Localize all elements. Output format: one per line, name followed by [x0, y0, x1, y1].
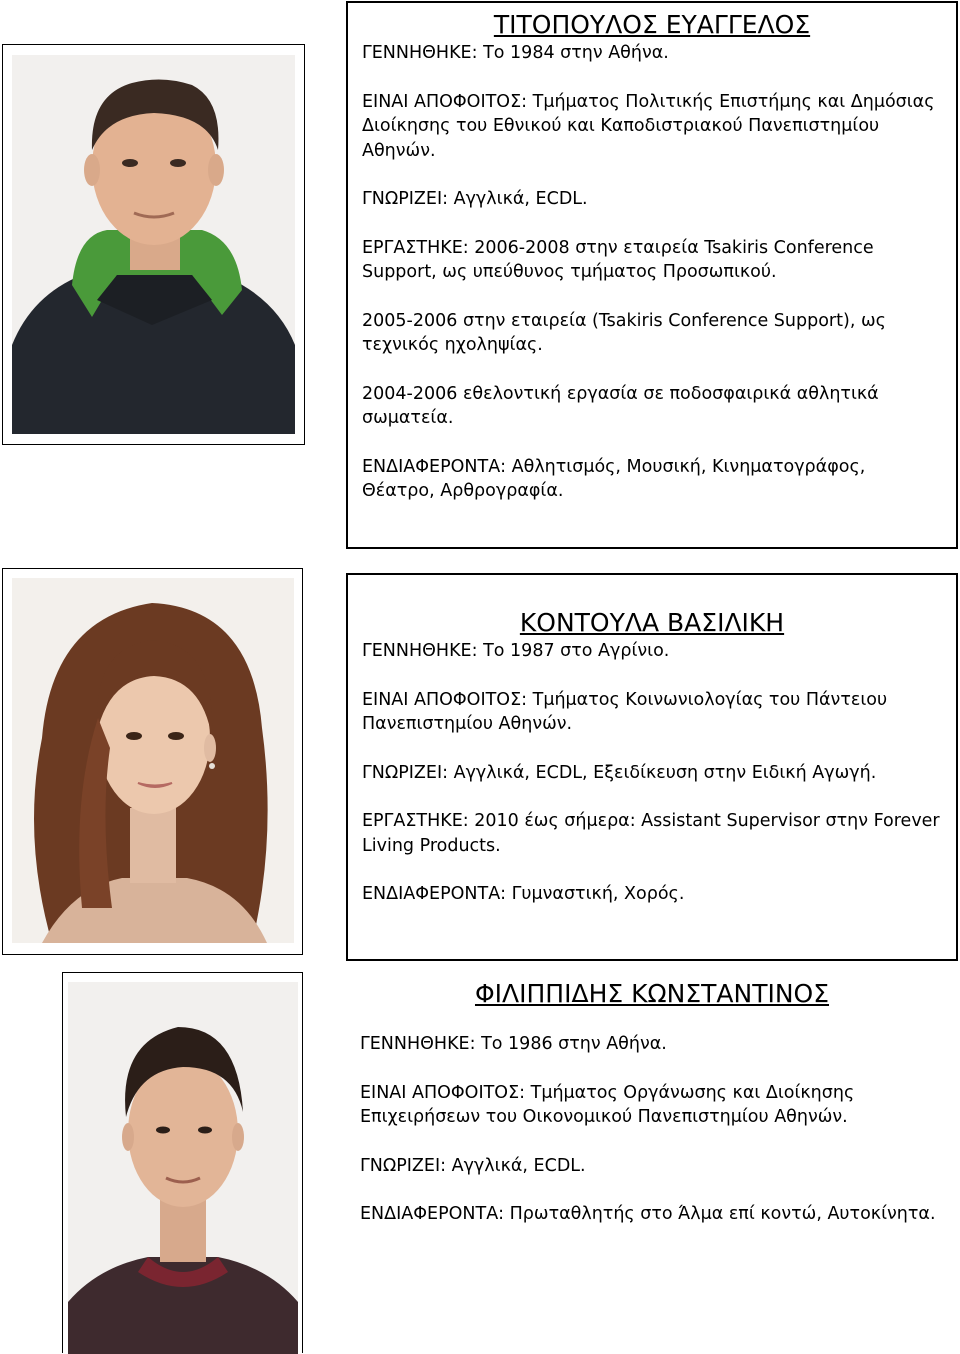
profile-2-born-label: ΓΕΝΝΗΘΗΚΕ:: [362, 641, 478, 661]
profile-2-work-label: ΕΡΓΑΣΤΗΚΕ:: [362, 811, 469, 831]
profile-2-born: [362, 639, 942, 664]
profile-1-name: ΤΙΤΟΠΟΥΛΟΣ ΕΥΑΓΓΕΛΟΣ: [493, 10, 811, 39]
profile-3-photo: [68, 982, 298, 1354]
profile-2-cv-box: [346, 573, 958, 961]
profile-2-interests-label: ΕΝΔΙΑΦΕΡΟΝΤΑ:: [362, 884, 507, 904]
profile-3-knows: [360, 1154, 944, 1179]
profile-1-cv-box: [346, 1, 958, 549]
profile-3-interests-text: Πρωταθλητής στο Άλμα επί κοντώ, Αυτοκίνητα.: [509, 1204, 936, 1224]
profile-3-interests-label: ΕΝΔΙΑΦΕΡΟΝΤΑ:: [360, 1204, 505, 1224]
profile-1-interests-label: ΕΝΔΙΑΦΕΡΟΝΤΑ:: [362, 456, 507, 477]
profile-2-graduate-label: ΕΙΝΑΙ ΑΠΟΦΟΙΤΟΣ:: [362, 689, 528, 710]
profile-2-knows: [362, 761, 942, 786]
profile-1-interests-text: Αθλητισμός, Μουσική, Κινηματογράφος, Θέατρο, Αρθρογραφία.: [362, 456, 866, 501]
profile-1-born: [362, 41, 942, 66]
profile-2-interests-text: Γυμναστική, Χορός.: [511, 884, 685, 904]
profile-2-knows-label: ΓΝΩΡΙΖΕΙ:: [362, 762, 449, 783]
profile-3-knows-label: ΓΝΩΡΙΖΕΙ:: [360, 1155, 447, 1176]
profile-3-born-text: Το 1986 στην Αθήνα.: [481, 1034, 667, 1054]
profile-2-graduate: [362, 688, 942, 737]
profile-2-born-text: Το 1987 στο Αγρίνιο.: [483, 641, 670, 661]
profile-3-interests: [360, 1202, 944, 1227]
profile-1-born-text: Το 1984 στην Αθήνα.: [483, 43, 669, 63]
profile-3-graduate-label: ΕΙΝΑΙ ΑΠΟΦΟΙΤΟΣ:: [360, 1082, 526, 1103]
profile-1-work-label: ΕΡΓΑΣΤΗΚΕ:: [362, 237, 469, 258]
profile-1-work-extra-2: 2004-2006 εθελοντική εργασία σε ποδοσφαιρικά αθλητικά σωματεία.: [362, 383, 879, 428]
profile-1-graduate-text: Τμήματος Πολιτικής Επιστήμης και Δημόσιας Διοίκησης του Εθνικού και Καποδιστριακού Πανεπιστημίου Αθηνών.: [362, 91, 935, 161]
profile-1-knows: [362, 187, 942, 212]
profile-3-photo-frame: [62, 972, 303, 1353]
profile-1-interests: [362, 455, 942, 504]
profile-1-work: [362, 236, 942, 285]
profile-1-photo: [12, 55, 295, 434]
profile-3-born-label: ΓΕΝΝΗΘΗΚΕ:: [360, 1034, 476, 1054]
profile-2-photo-frame: [2, 568, 303, 955]
profile-1-knows-text: Αγγλικά, ECDL.: [453, 189, 588, 209]
profile-1-graduate-label: ΕΙΝΑΙ ΑΠΟΦΟΙΤΟΣ:: [362, 91, 528, 112]
profile-3-name: ΦΙΛΙΠΠΙΔΗΣ ΚΩΝΣΤΑΝΤΙΝΟΣ: [474, 979, 830, 1008]
profile-2-work: [362, 809, 942, 858]
profile-1-photo-frame: [2, 44, 305, 445]
profile-1-graduate: [362, 90, 942, 164]
profile-1-born-label: ΓΕΝΝΗΘΗΚΕ:: [362, 43, 478, 63]
profile-1-work-extra-1: 2005-2006 στην εταιρεία (Tsakiris Conference Support), ως τεχνικός ηχοληψίας.: [362, 310, 886, 355]
profile-3-knows-text: Αγγλικά, ECDL.: [451, 1155, 586, 1176]
profile-3-cv-box: [346, 978, 958, 1268]
profile-2-work-text: 2010 έως σήμερα: Assistant Supervisor στην Forever Living Products.: [362, 811, 940, 856]
profile-2-knows-text: Αγγλικά, ECDL, Εξειδίκευση στην Ειδική Αγωγή.: [453, 762, 877, 783]
profile-1-knows-label: ΓΝΩΡΙΖΕΙ:: [362, 189, 449, 209]
profile-2-photo: [12, 578, 294, 943]
profile-3-born: [360, 1032, 944, 1057]
profile-3-graduate: [360, 1081, 944, 1130]
profile-2-graduate-text: Τμήματος Κοινωνιολογίας του Πάντειου Πανεπιστημίου Αθηνών.: [362, 689, 888, 734]
profile-1-work-text: 2006-2008 στην εταιρεία Tsakiris Conference Support, ως υπεύθυνος τμήματος Προσωπικού.: [362, 237, 874, 282]
profile-2-name: ΚΟΝΤΟΥΛΑ ΒΑΣΙΛΙΚΗ: [519, 608, 785, 637]
profile-2-interests: [362, 882, 942, 907]
profile-3-graduate-text: Τμήματος Οργάνωσης και Διοίκησης Επιχειρήσεων του Οικονομικού Πανεπιστημίου Αθηνών.: [360, 1082, 855, 1127]
